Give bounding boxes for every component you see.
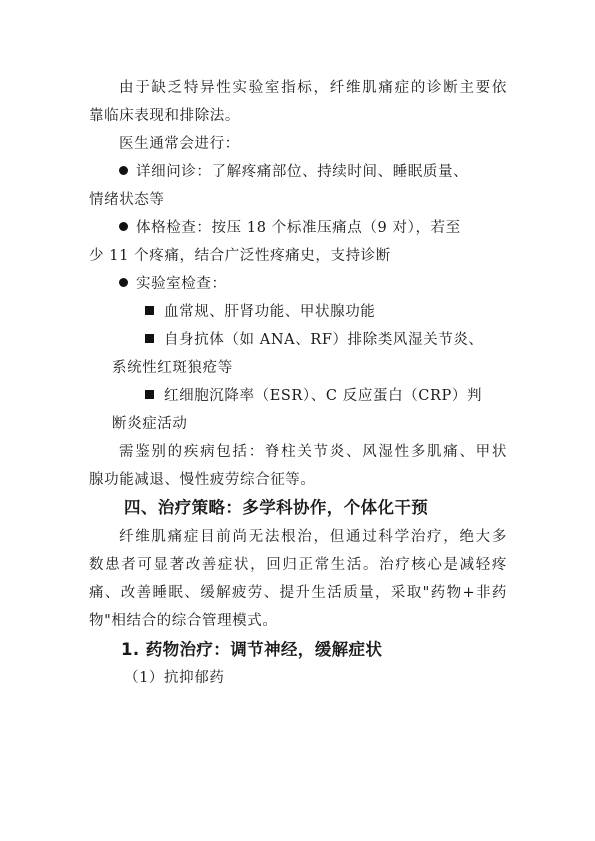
square-bullet-icon — [145, 390, 154, 399]
sub-item-3-line-1: 红细胞沉降率（ESR）、C 反应蛋白（CRP）判 — [164, 388, 483, 404]
bullet-icon — [119, 278, 128, 287]
list-item-2 — [119, 218, 461, 238]
list-item-3-label: 实验室检查： — [136, 276, 227, 292]
list-item-1-line-2: 情绪状态等 — [89, 192, 165, 208]
paragraph-2-line-2: 数患者可显著改善症状，回归正常生活。治疗核心是减轻疼 — [89, 557, 507, 573]
square-bullet-icon — [145, 334, 154, 343]
subsection-heading: 1. 药物治疗：调节神经，缓解症状 — [121, 640, 383, 659]
bullet-icon — [119, 222, 128, 231]
sub-item-3-line-2: 断炎症活动 — [112, 416, 188, 432]
sub-item-1-text: 血常规、肝肾功能、甲状腺功能 — [164, 304, 376, 320]
sub-item-3 — [145, 386, 482, 406]
paragraph-2-line-1: 纤维肌痛症目前尚无法根治，但通过科学治疗，绝大多 — [119, 529, 507, 545]
square-bullet-icon — [145, 306, 154, 315]
section-heading: 四、治疗策略：多学科协作，个体化干预 — [124, 498, 429, 517]
paragraph-2-line-3: 痛、改善睡眠、缓解疲劳、提升生活质量，采取"药物+非药 — [89, 585, 507, 601]
list-item-3 — [119, 274, 227, 294]
differential-line-1: 需鉴别的疾病包括：脊柱关节炎、风湿性多肌痛、甲状 — [119, 444, 507, 460]
sub-item-2-line-2: 系统性红斑狼疮等 — [112, 360, 233, 376]
subsubsection-heading: （1）抗抑郁药 — [124, 670, 225, 686]
list-item-2-line-1: 体格检查：按压 18 个标准压痛点（9 对），若至 — [136, 220, 461, 236]
intro-text: 医生通常会进行： — [119, 136, 240, 152]
paragraph-1-line-2: 靠临床表现和排除法。 — [89, 108, 240, 124]
differential-line-2: 腺功能减退、慢性疲劳综合征等。 — [89, 472, 316, 488]
bullet-icon — [119, 166, 128, 175]
list-item-2-line-2: 少 11 个疼痛，结合广泛性疼痛史，支持诊断 — [89, 248, 391, 264]
sub-item-2-line-1: 自身抗体（如 ANA、RF）排除类风湿关节炎、 — [164, 332, 484, 348]
list-item-1 — [119, 162, 468, 182]
sub-item-2 — [145, 330, 484, 350]
sub-item-1 — [145, 302, 375, 322]
paragraph-2-line-4: 物"相结合的综合管理模式。 — [89, 613, 278, 629]
list-item-1-line-1: 详细问诊：了解疼痛部位、持续时间、睡眠质量、 — [136, 164, 469, 180]
paragraph-1-line-1: 由于缺乏特异性实验室指标，纤维肌痛症的诊断主要依 — [119, 80, 507, 96]
